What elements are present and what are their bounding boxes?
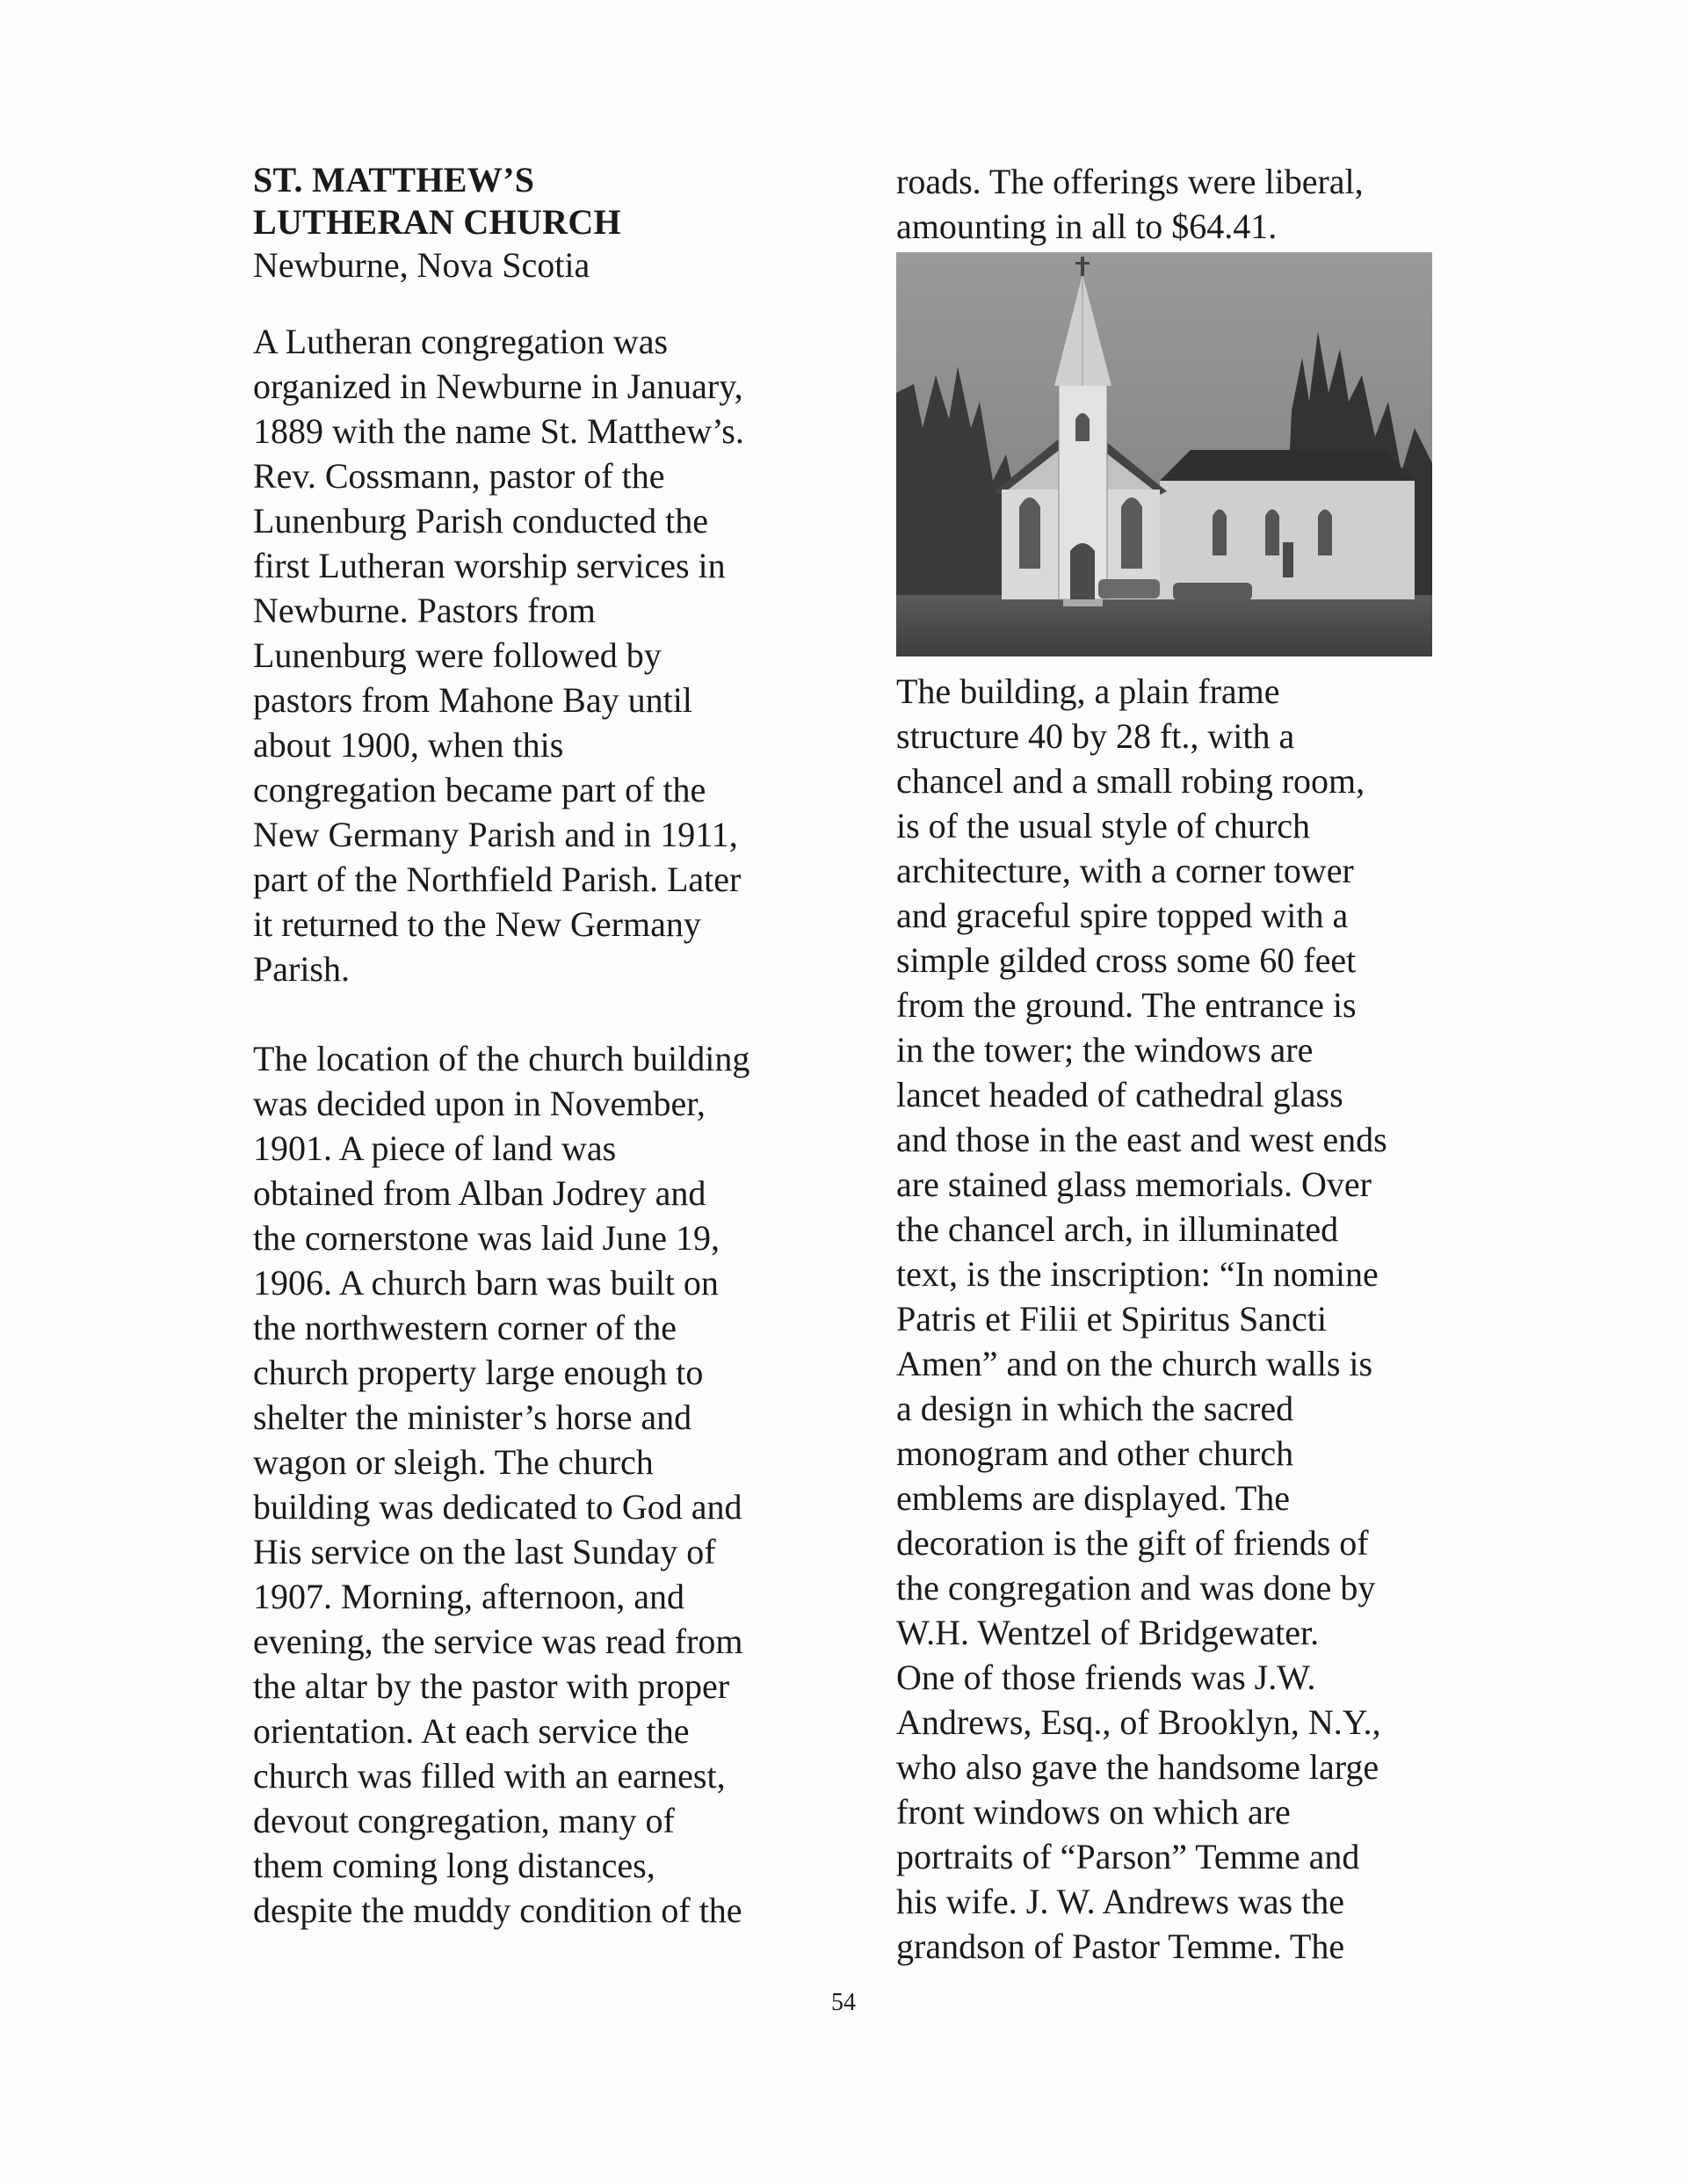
text-line: Lunenburg were followed by [253,635,662,675]
text-line: are stained glass memorials. Over [896,1165,1372,1204]
church-location: Newburne, Nova Scotia [253,245,590,285]
text-line: Patris et Filii et Spiritus Sancti [896,1299,1327,1339]
text-line: his wife. J. W. Andrews was the [896,1882,1344,1921]
history-paragraph [253,319,851,991]
text-line: devout congregation, many of [253,1801,675,1840]
text-line: and graceful spire topped with a [896,896,1349,935]
text-line: congregation became part of the [253,770,706,809]
text-line: grandson of Pastor Temme. The [896,1926,1345,1966]
text-line: shelter the minister’s horse and [253,1397,692,1437]
text-line: them coming long distances, [253,1846,655,1885]
text-line: front windows on which are [896,1792,1291,1832]
text-line: monogram and other church [896,1433,1294,1473]
text-line: the chancel arch, in illuminated [896,1209,1339,1249]
text-line: obtained from Alban Jodrey and [253,1173,706,1213]
text-line: The building, a plain frame [896,671,1280,711]
text-line: church was filled with an earnest, [253,1756,726,1796]
text-line: One of those friends was J.W. [896,1658,1316,1697]
text-line: building was dedicated to God and [253,1487,742,1527]
text-line: from the ground. The entrance is [896,985,1357,1025]
text-line: W.H. Wentzel of Bridgewater. [896,1613,1320,1652]
text-line: the cornerstone was laid June 19, [253,1218,720,1258]
text-line: first Lutheran worship services in [253,546,726,585]
text-line: emblems are displayed. The [896,1478,1291,1518]
text-line: architecture, with a corner tower [896,851,1354,890]
right-column [896,159,1459,1969]
text-line: pastors from Mahone Bay until [253,680,692,720]
text-line: His service on the last Sunday of [253,1532,716,1571]
church-title-line-1: ST. MATTHEW’S [253,160,535,200]
text-line: portraits of “Parson” Temme and [896,1837,1360,1876]
text-line: the northwestern corner of the [253,1308,677,1347]
text-line: The location of the church building [253,1039,750,1078]
text-line: church property large enough to [253,1353,704,1392]
text-line: about 1900, when this [253,725,564,765]
text-line: decoration is the gift of friends of [896,1523,1369,1563]
text-line: it returned to the New Germany [253,904,701,944]
text-line: chancel and a small robing room, [896,761,1365,801]
text-line: amounting in all to $64.41. [896,207,1278,246]
continued-paragraph [896,159,1459,249]
text-line: New Germany Parish and in 1911, [253,815,738,854]
text-line: Andrews, Esq., of Brooklyn, N.Y., [896,1702,1381,1742]
text-line: who also gave the handsome large [896,1747,1379,1787]
text-line: 1901. A piece of land was [253,1128,617,1168]
text-line: a design in which the sacred [896,1389,1294,1428]
text-line: 1906. A church barn was built on [253,1263,719,1302]
text-line: part of the Northfield Parish. Later [253,860,742,899]
text-line: A Lutheran congregation was [253,322,669,361]
text-line: Amen” and on the church walls is [896,1344,1373,1383]
text-line: orientation. At each service the [253,1711,690,1751]
church-title-line-2: LUTHERAN CHURCH [253,202,621,242]
text-line: Newburne. Pastors from [253,591,596,630]
text-line: Parish. [253,949,350,989]
text-line: evening, the service was read from [253,1622,743,1661]
left-column [253,159,851,1933]
text-line: wagon or sleigh. The church [253,1442,654,1482]
text-line: 1907. Morning, afternoon, and [253,1577,685,1616]
building-description-paragraph [896,669,1459,1969]
text-line: Rev. Cossmann, pastor of the [253,456,665,496]
page-number: 54 [831,1989,856,2016]
text-line: is of the usual style of church [896,806,1310,845]
text-line: despite the muddy condition of the [253,1890,742,1930]
text-line: simple gilded cross some 60 feet [896,940,1357,980]
text-line: roads. The offerings were liberal, [896,162,1364,201]
text-line: text, is the inscription: “In nomine [896,1254,1379,1294]
text-line: the altar by the pastor with proper [253,1666,730,1706]
text-line: in the tower; the windows are [896,1030,1314,1070]
church-photograph [896,252,1432,657]
building-location-paragraph [253,1036,851,1933]
text-line: organized in Newburne in January, [253,366,743,406]
text-line: the congregation and was done by [896,1568,1376,1607]
text-line: 1889 with the name St. Matthew’s. [253,411,744,451]
text-line: was decided upon in November, [253,1084,706,1123]
text-line: and those in the east and west ends [896,1120,1387,1159]
text-line: Lunenburg Parish conducted the [253,501,709,541]
text-line: lancet headed of cathedral glass [896,1075,1343,1114]
text-line: structure 40 by 28 ft., with a [896,716,1295,756]
